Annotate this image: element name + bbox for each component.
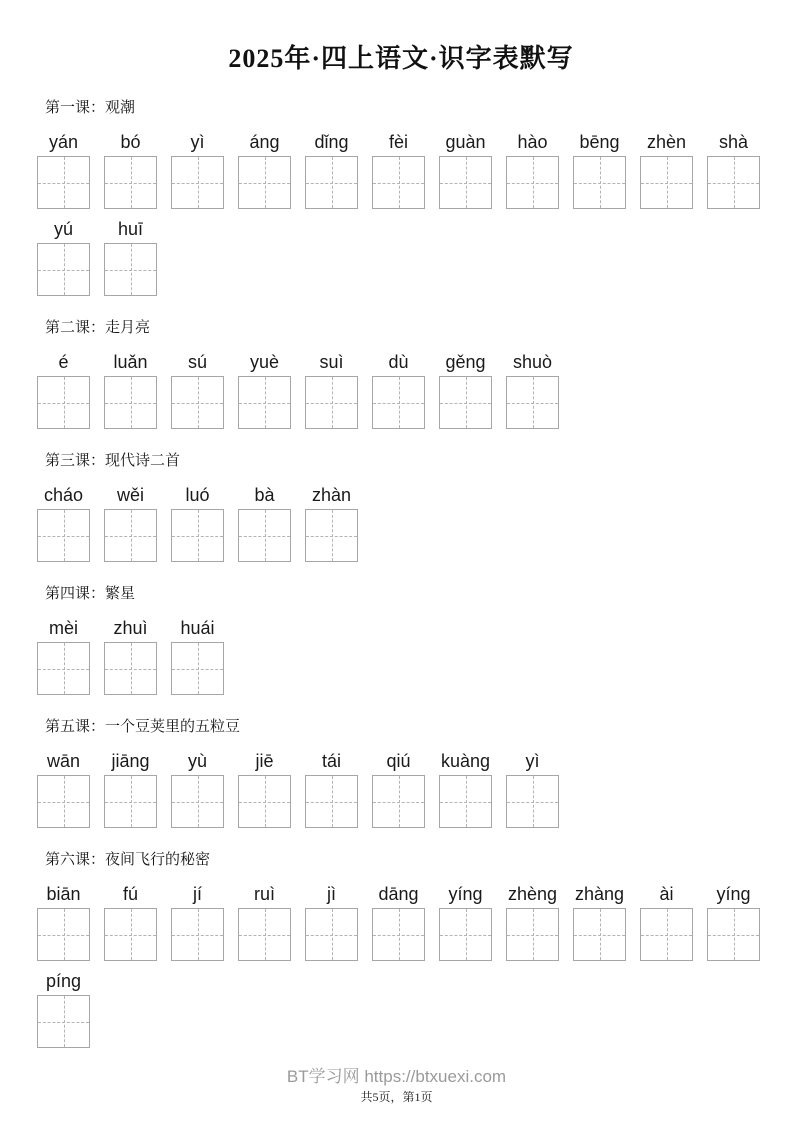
writing-box-horizontal-guide bbox=[574, 935, 625, 936]
character-cell bbox=[37, 750, 90, 828]
writing-box-horizontal-guide bbox=[172, 536, 223, 537]
writing-box[interactable] bbox=[439, 908, 492, 961]
writing-box-horizontal-guide bbox=[440, 183, 491, 184]
character-cell bbox=[305, 484, 358, 562]
writing-box[interactable] bbox=[37, 156, 90, 209]
pinyin-grid bbox=[37, 351, 765, 429]
character-cell bbox=[171, 484, 224, 562]
pinyin-label: fèi bbox=[388, 132, 408, 152]
writing-box[interactable] bbox=[707, 156, 760, 209]
writing-box[interactable] bbox=[37, 509, 90, 562]
writing-box-horizontal-guide bbox=[38, 669, 89, 670]
character-cell bbox=[171, 750, 224, 828]
pinyin-label: fú bbox=[122, 884, 138, 904]
page-indicator: 共5页，第1页 bbox=[360, 1090, 433, 1104]
writing-box[interactable] bbox=[104, 376, 157, 429]
character-cell bbox=[372, 750, 425, 828]
writing-box[interactable] bbox=[37, 995, 90, 1048]
pinyin-grid bbox=[37, 750, 765, 828]
pinyin-label: yù bbox=[187, 751, 207, 771]
pinyin-label: wěi bbox=[116, 485, 144, 505]
character-cell bbox=[640, 131, 693, 209]
pinyin-label: sú bbox=[187, 352, 207, 372]
writing-box-horizontal-guide bbox=[172, 403, 223, 404]
writing-box-horizontal-guide bbox=[38, 270, 89, 271]
writing-box-horizontal-guide bbox=[105, 536, 156, 537]
pinyin-grid bbox=[37, 131, 765, 296]
writing-box-horizontal-guide bbox=[172, 669, 223, 670]
writing-box-horizontal-guide bbox=[105, 403, 156, 404]
writing-box[interactable] bbox=[104, 775, 157, 828]
pinyin-label: luǎn bbox=[113, 352, 148, 372]
writing-box[interactable] bbox=[238, 156, 291, 209]
writing-box[interactable] bbox=[707, 908, 760, 961]
writing-box-horizontal-guide bbox=[105, 669, 156, 670]
writing-box-horizontal-guide bbox=[306, 183, 357, 184]
writing-box[interactable] bbox=[171, 908, 224, 961]
character-cell bbox=[506, 750, 559, 828]
writing-box[interactable] bbox=[238, 775, 291, 828]
writing-box[interactable] bbox=[238, 908, 291, 961]
writing-box[interactable] bbox=[573, 156, 626, 209]
writing-box-horizontal-guide bbox=[38, 1022, 89, 1023]
writing-box[interactable] bbox=[573, 908, 626, 961]
writing-box[interactable] bbox=[305, 775, 358, 828]
character-cell bbox=[238, 351, 291, 429]
writing-box-horizontal-guide bbox=[239, 802, 290, 803]
pinyin-label: jí bbox=[193, 884, 202, 904]
character-cell bbox=[238, 750, 291, 828]
writing-box[interactable] bbox=[372, 775, 425, 828]
writing-box-horizontal-guide bbox=[239, 183, 290, 184]
pinyin-label: yú bbox=[53, 219, 73, 239]
character-cell bbox=[104, 750, 157, 828]
character-cell bbox=[37, 484, 90, 562]
writing-box-horizontal-guide bbox=[507, 802, 558, 803]
writing-box-horizontal-guide bbox=[373, 935, 424, 936]
pinyin-label: zhèng bbox=[507, 884, 558, 904]
writing-box[interactable] bbox=[305, 908, 358, 961]
pinyin-label: dù bbox=[388, 352, 409, 372]
character-cell bbox=[104, 883, 157, 961]
character-cell bbox=[171, 883, 224, 961]
writing-box[interactable] bbox=[37, 642, 90, 695]
pinyin-label: yán bbox=[48, 132, 79, 152]
writing-box-horizontal-guide bbox=[641, 183, 692, 184]
writing-box[interactable] bbox=[372, 376, 425, 429]
pinyin-label: guàn bbox=[445, 132, 486, 152]
writing-box-horizontal-guide bbox=[38, 935, 89, 936]
character-cell bbox=[305, 750, 358, 828]
pinyin-label: tái bbox=[321, 751, 341, 771]
writing-box-horizontal-guide bbox=[440, 403, 491, 404]
writing-box[interactable] bbox=[640, 908, 693, 961]
writing-box[interactable] bbox=[37, 376, 90, 429]
pinyin-label: shà bbox=[718, 132, 749, 152]
writing-box[interactable] bbox=[506, 775, 559, 828]
character-cell bbox=[104, 617, 157, 695]
writing-box-horizontal-guide bbox=[507, 935, 558, 936]
pinyin-grid bbox=[37, 484, 765, 562]
writing-box-horizontal-guide bbox=[306, 403, 357, 404]
writing-box-horizontal-guide bbox=[440, 802, 491, 803]
pinyin-grid bbox=[37, 883, 765, 1048]
writing-box[interactable] bbox=[305, 509, 358, 562]
writing-box[interactable] bbox=[104, 243, 157, 296]
character-cell bbox=[707, 883, 760, 961]
character-cell bbox=[707, 131, 760, 209]
writing-box-horizontal-guide bbox=[306, 935, 357, 936]
writing-box[interactable] bbox=[171, 775, 224, 828]
writing-box-horizontal-guide bbox=[306, 536, 357, 537]
writing-box-horizontal-guide bbox=[38, 403, 89, 404]
character-cell bbox=[506, 883, 559, 961]
pinyin-label: jiāng bbox=[111, 751, 150, 771]
character-cell bbox=[104, 484, 157, 562]
lesson-section bbox=[37, 586, 765, 695]
writing-box-horizontal-guide bbox=[172, 802, 223, 803]
writing-box-horizontal-guide bbox=[38, 802, 89, 803]
pinyin-label: mèi bbox=[48, 618, 78, 638]
character-cell bbox=[37, 970, 90, 1048]
pinyin-label: ruì bbox=[253, 884, 275, 904]
character-cell bbox=[439, 750, 492, 828]
pinyin-label: luó bbox=[185, 485, 210, 505]
lesson-section bbox=[37, 852, 765, 1048]
lesson-title: 第三课：现代诗二首 bbox=[45, 453, 181, 469]
character-cell bbox=[37, 883, 90, 961]
character-cell bbox=[506, 351, 559, 429]
page-footer bbox=[0, 1067, 793, 1104]
writing-box[interactable] bbox=[506, 376, 559, 429]
character-cell bbox=[506, 131, 559, 209]
pinyin-label: qiú bbox=[386, 751, 411, 771]
writing-box[interactable] bbox=[37, 243, 90, 296]
writing-box-horizontal-guide bbox=[373, 802, 424, 803]
writing-box-horizontal-guide bbox=[105, 270, 156, 271]
pinyin-label: zhèn bbox=[646, 132, 687, 152]
lessons-container bbox=[37, 100, 765, 1048]
pinyin-label: yíng bbox=[716, 884, 751, 904]
writing-box-horizontal-guide bbox=[105, 935, 156, 936]
writing-box[interactable] bbox=[104, 156, 157, 209]
character-cell bbox=[171, 131, 224, 209]
pinyin-label: cháo bbox=[43, 485, 84, 505]
site-link[interactable]: BT学习网 https://btxuexi.com bbox=[286, 1067, 507, 1086]
writing-box[interactable] bbox=[372, 156, 425, 209]
writing-box[interactable] bbox=[238, 376, 291, 429]
pinyin-label: biān bbox=[46, 884, 81, 904]
character-cell bbox=[37, 218, 90, 296]
pinyin-label: yuè bbox=[249, 352, 280, 372]
pinyin-label: shuò bbox=[512, 352, 553, 372]
pinyin-label: píng bbox=[45, 971, 82, 991]
writing-box[interactable] bbox=[171, 376, 224, 429]
character-cell bbox=[238, 484, 291, 562]
lesson-section bbox=[37, 453, 765, 562]
writing-box[interactable] bbox=[640, 156, 693, 209]
writing-box-horizontal-guide bbox=[373, 183, 424, 184]
writing-box-horizontal-guide bbox=[708, 935, 759, 936]
pinyin-label: ài bbox=[659, 884, 674, 904]
character-cell bbox=[104, 131, 157, 209]
character-cell bbox=[640, 883, 693, 961]
writing-box[interactable] bbox=[506, 156, 559, 209]
character-cell bbox=[37, 131, 90, 209]
writing-box[interactable] bbox=[104, 642, 157, 695]
writing-box-horizontal-guide bbox=[507, 183, 558, 184]
writing-box-horizontal-guide bbox=[172, 935, 223, 936]
writing-box[interactable] bbox=[171, 156, 224, 209]
pinyin-label: jì bbox=[327, 884, 336, 904]
writing-box-horizontal-guide bbox=[306, 802, 357, 803]
writing-box[interactable] bbox=[238, 509, 291, 562]
writing-box-horizontal-guide bbox=[105, 802, 156, 803]
page-title: 2025年·四上语文·识字表默写 bbox=[228, 44, 574, 73]
character-cell bbox=[104, 351, 157, 429]
character-cell bbox=[305, 351, 358, 429]
pinyin-label: bēng bbox=[579, 132, 620, 152]
writing-box[interactable] bbox=[439, 775, 492, 828]
character-cell bbox=[372, 131, 425, 209]
writing-box[interactable] bbox=[305, 156, 358, 209]
character-cell bbox=[573, 883, 626, 961]
writing-box[interactable] bbox=[305, 376, 358, 429]
lesson-title: 第一课：观潮 bbox=[45, 100, 136, 116]
pinyin-label: wān bbox=[46, 751, 81, 771]
writing-box-horizontal-guide bbox=[708, 183, 759, 184]
character-cell bbox=[37, 617, 90, 695]
character-cell bbox=[439, 131, 492, 209]
character-cell bbox=[171, 351, 224, 429]
character-cell bbox=[372, 351, 425, 429]
writing-box[interactable] bbox=[171, 642, 224, 695]
writing-box-horizontal-guide bbox=[239, 536, 290, 537]
writing-box-horizontal-guide bbox=[440, 935, 491, 936]
writing-box[interactable] bbox=[372, 908, 425, 961]
lesson-section bbox=[37, 320, 765, 429]
character-cell bbox=[573, 131, 626, 209]
writing-box-horizontal-guide bbox=[38, 536, 89, 537]
pinyin-label: yì bbox=[525, 751, 540, 771]
pinyin-label: jiē bbox=[255, 751, 274, 771]
pinyin-grid bbox=[37, 617, 765, 695]
character-cell bbox=[439, 351, 492, 429]
pinyin-label: kuàng bbox=[440, 751, 491, 771]
writing-box-horizontal-guide bbox=[239, 403, 290, 404]
character-cell bbox=[305, 131, 358, 209]
writing-box-horizontal-guide bbox=[507, 403, 558, 404]
writing-box[interactable] bbox=[439, 156, 492, 209]
character-cell bbox=[104, 218, 157, 296]
character-cell bbox=[439, 883, 492, 961]
pinyin-label: zhuì bbox=[113, 618, 148, 638]
pinyin-label: zhàn bbox=[311, 485, 352, 505]
lesson-title: 第六课：夜间飞行的秘密 bbox=[45, 852, 211, 868]
lesson-section bbox=[37, 100, 765, 296]
character-cell bbox=[171, 617, 224, 695]
pinyin-label: é bbox=[58, 352, 69, 372]
lesson-section bbox=[37, 719, 765, 828]
writing-box-horizontal-guide bbox=[239, 935, 290, 936]
character-cell bbox=[238, 883, 291, 961]
pinyin-label: zhàng bbox=[574, 884, 625, 904]
writing-box[interactable] bbox=[37, 908, 90, 961]
pinyin-label: yì bbox=[190, 132, 205, 152]
writing-box-horizontal-guide bbox=[641, 935, 692, 936]
character-cell bbox=[37, 351, 90, 429]
writing-box-horizontal-guide bbox=[172, 183, 223, 184]
pinyin-label: áng bbox=[249, 132, 280, 152]
writing-box[interactable] bbox=[104, 509, 157, 562]
writing-box[interactable] bbox=[506, 908, 559, 961]
lesson-title: 第四课：繁星 bbox=[45, 586, 136, 602]
pinyin-label: yíng bbox=[448, 884, 483, 904]
writing-box[interactable] bbox=[37, 775, 90, 828]
pinyin-label: dǐng bbox=[314, 132, 349, 152]
writing-box-horizontal-guide bbox=[105, 183, 156, 184]
writing-box-horizontal-guide bbox=[574, 183, 625, 184]
character-cell bbox=[372, 883, 425, 961]
writing-box[interactable] bbox=[439, 376, 492, 429]
pinyin-label: huái bbox=[180, 618, 215, 638]
pinyin-label: suì bbox=[319, 352, 344, 372]
pinyin-label: bà bbox=[254, 485, 275, 505]
pinyin-label: dāng bbox=[378, 884, 419, 904]
writing-box[interactable] bbox=[104, 908, 157, 961]
lesson-title: 第五课：一个豆荚里的五粒豆 bbox=[45, 719, 241, 735]
pinyin-label: hào bbox=[517, 132, 548, 152]
character-cell bbox=[238, 131, 291, 209]
character-cell bbox=[305, 883, 358, 961]
pinyin-label: bó bbox=[120, 132, 141, 152]
writing-box-horizontal-guide bbox=[373, 403, 424, 404]
lesson-title: 第二课：走月亮 bbox=[45, 320, 151, 336]
writing-box[interactable] bbox=[171, 509, 224, 562]
pinyin-label: huī bbox=[117, 219, 144, 239]
writing-box-horizontal-guide bbox=[38, 183, 89, 184]
pinyin-label: gěng bbox=[445, 352, 486, 372]
